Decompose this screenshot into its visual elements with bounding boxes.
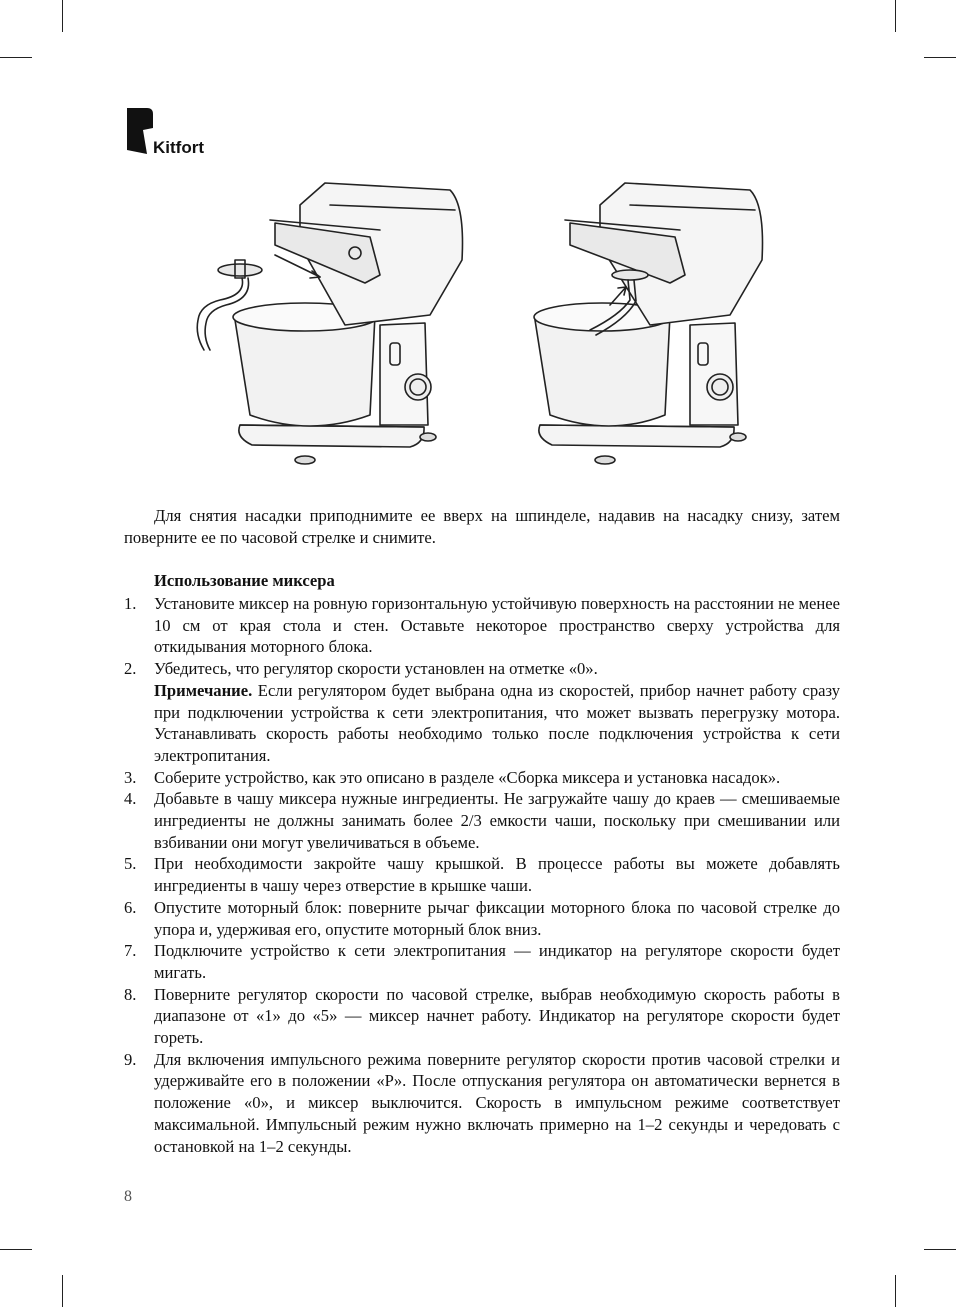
list-item: [124, 897, 840, 940]
crop-mark: [895, 0, 896, 32]
step-number: 6.: [124, 897, 137, 917]
step-number: 8.: [124, 984, 137, 1004]
list-item: [124, 767, 840, 789]
list-item: [124, 593, 840, 658]
step-text: При необходимости закройте чашу крышкой. В процессе работы вы можете добавлять ингредиенты в чашу через отверстие в крышке чаши.: [154, 854, 840, 896]
step-text: Добавьте в чашу миксера нужные ингредиенты. Не загружайте чашу до краев — смешиваемые ингредиенты не должны занимать более 2/3 емкости чаши, поскольку при смешивании или взбивании они могут увеличиваться в объеме.: [154, 789, 840, 852]
step-text: Подключите устройство к сети электропитания — индикатор на регуляторе скорости будет мигать.: [154, 941, 840, 982]
step-text: Поверните регулятор скорости по часовой стрелке, выбрав необходимую скорость работы в диапазоне от «1» до «5» — миксер начнет работу. Индикатор на регуляторе скорости будет гореть.: [154, 984, 840, 1048]
step-text: Установите миксер на ровную горизонтальную устойчивую поверхность на расстоянии не менее 10 см от края стола и стен. Оставьте некоторое пространство сверху устройства для откидывания моторного блока.: [154, 594, 840, 657]
intro-paragraph: Для снятия насадки приподнимите ее вверх на шпинделе, надавив на насадку снизу, затем поверните ее по часовой стрелке и снимите.: [124, 506, 840, 547]
list-item: [124, 984, 840, 1049]
intro-text-block: [124, 505, 840, 548]
figure-left: [180, 175, 480, 475]
note-text: Если регулятором будет выбрана одна из скоростей, прибор начнет работу сразу при подключении устройства к сети электропитания, что может вызвать перегрузку мотора. Устанавливать скорость работы необходимо только после подключения устройства к сети электропитания.: [154, 680, 840, 765]
section-heading: Использование миксера: [154, 571, 335, 590]
crop-mark: [924, 57, 956, 58]
list-item: [124, 658, 840, 767]
crop-mark: [924, 1249, 956, 1250]
list-item: [124, 940, 840, 983]
step-text: Для включения импульсного режима поверните регулятор скорости против часовой стрелки и удерживайте его в положении «P». После отпускания регулятора он автоматически вернется в положение «0», и миксер выключится. Скорость в импульсном режиме соответствует максимальной. Импульсный режим нужно включать примерно на 1–2 секунды и чередовать с остановкой на 1–2 секунды.: [154, 1049, 840, 1156]
step-text: Соберите устройство, как это описано в разделе «Сборка миксера и установка насадок».: [154, 767, 781, 787]
note-label: Примечание.: [154, 680, 253, 700]
list-item: [124, 788, 840, 853]
list-item: [124, 853, 840, 896]
page-number: 8: [124, 1188, 132, 1205]
step-number: 7.: [124, 941, 137, 961]
step-number: 2.: [124, 659, 137, 679]
crop-mark: [62, 0, 63, 32]
crop-mark: [0, 57, 32, 58]
step-number: 4.: [124, 789, 137, 809]
step-number: 3.: [124, 767, 137, 787]
figure-right: [530, 175, 830, 475]
logo-text: Kitfort: [153, 138, 204, 157]
crop-mark: [895, 1275, 896, 1307]
step-number: 9.: [124, 1049, 137, 1069]
list-item: [124, 1049, 840, 1158]
step-text: Опустите моторный блок: поверните рычаг фиксации моторного блока по часовой стрелке до упора и, удерживая его, опустите моторный блок вниз.: [154, 897, 840, 939]
step-text: Убедитесь, что регулятор скорости установлен на отметке «0».: [154, 659, 598, 679]
crop-mark: [0, 1249, 32, 1250]
steps-list: [124, 593, 840, 1157]
step-number: 1.: [124, 594, 137, 613]
step-number: 5.: [124, 854, 137, 874]
crop-mark: [62, 1275, 63, 1307]
